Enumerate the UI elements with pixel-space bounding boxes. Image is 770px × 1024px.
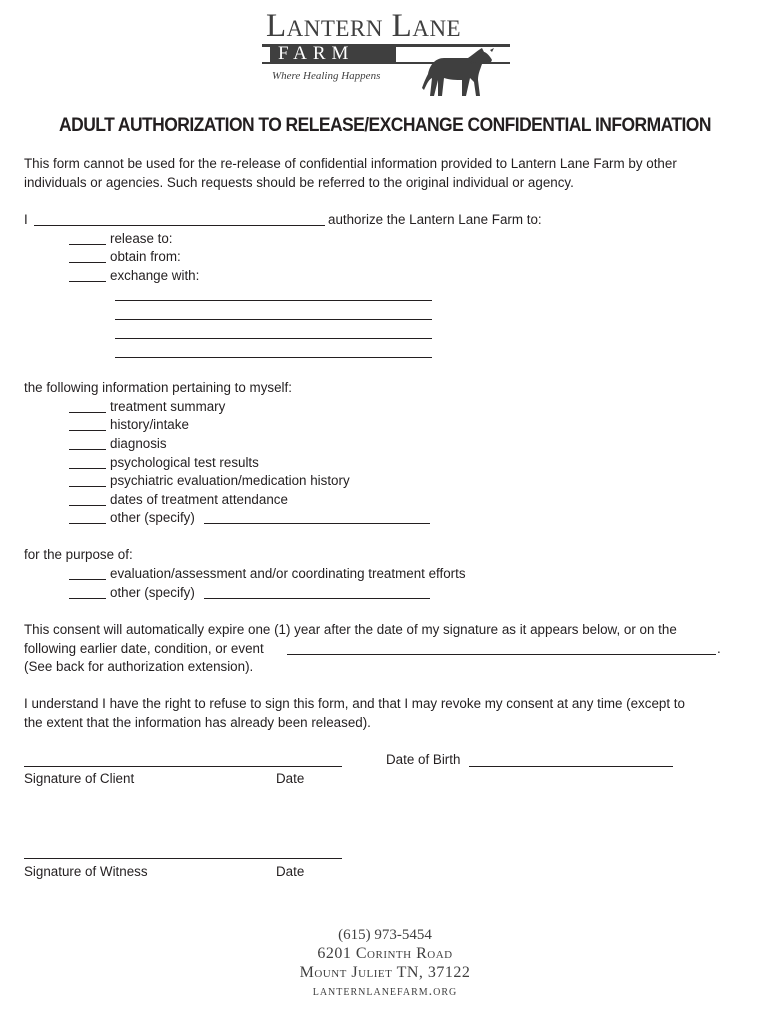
exchange-checkbox-line[interactable]	[69, 281, 106, 282]
horse-icon	[420, 46, 498, 98]
information-label: the following information pertaining to myself:	[24, 380, 292, 395]
form-heading: ADULT AUTHORIZATION TO RELEASE/EXCHANGE CONFIDENTIAL INFORMATION	[59, 115, 711, 136]
footer-phone: (615) 973-5454	[338, 927, 432, 943]
dob-field[interactable]	[469, 766, 673, 767]
client-signature-label: Signature of Client	[24, 771, 135, 786]
info-item: diagnosis	[110, 436, 167, 451]
option-release: release to:	[110, 231, 173, 246]
intro-line-2: individuals or agencies. Such requests should be referred to the original individual or agency.	[24, 175, 574, 190]
purpose-item: evaluation/assessment and/or coordinating treatment efforts	[110, 566, 466, 581]
party-line-3[interactable]	[115, 338, 432, 339]
witness-date-label: Date	[276, 864, 305, 879]
option-obtain: obtain from:	[110, 249, 181, 264]
info-item: history/intake	[110, 417, 189, 432]
party-line-4[interactable]	[115, 357, 432, 358]
release-checkbox-line[interactable]	[69, 244, 106, 245]
witness-signature-label: Signature of Witness	[24, 864, 148, 879]
obtain-checkbox-line[interactable]	[69, 262, 106, 263]
expiry-event-field[interactable]	[287, 654, 716, 655]
info-checkbox-line[interactable]	[69, 523, 106, 524]
name-field[interactable]	[34, 225, 325, 226]
client-date-label: Date	[276, 771, 305, 786]
info-item: psychiatric evaluation/medication history	[110, 473, 350, 488]
witness-signature-line[interactable]	[24, 858, 342, 859]
info-checkbox-line[interactable]	[69, 505, 106, 506]
info-item: dates of treatment attendance	[110, 492, 288, 507]
info-item: psychological test results	[110, 455, 259, 470]
consent-line-3: (See back for authorization extension).	[24, 659, 254, 674]
dob-label: Date of Birth	[386, 752, 461, 767]
purpose-label: for the purpose of:	[24, 547, 133, 562]
intro-line-1: This form cannot be used for the re-release of confidential information provided to Lantern Lane Farm by other	[24, 156, 677, 171]
revoke-line-1: I understand I have the right to refuse to sign this form, and that I may revoke my consent at any time (except to	[24, 696, 685, 711]
footer-street: 6201 Corinth Road	[317, 945, 453, 962]
authorize-prefix: I	[24, 212, 28, 227]
footer-city: Mount Juliet TN, 37122	[299, 964, 471, 981]
purpose-checkbox-line[interactable]	[69, 579, 106, 580]
logo-farm: FARM	[270, 44, 396, 64]
option-exchange: exchange with:	[110, 268, 200, 283]
info-checkbox-line[interactable]	[69, 486, 106, 487]
consent-period: .	[717, 641, 721, 656]
consent-line-2: following earlier date, condition, or event	[24, 641, 264, 656]
info-checkbox-line[interactable]	[69, 412, 106, 413]
info-item: treatment summary	[110, 399, 226, 414]
info-other-specify-line[interactable]	[204, 523, 430, 524]
info-item: other (specify)	[110, 510, 195, 525]
party-line-1[interactable]	[115, 300, 432, 301]
footer-website[interactable]: lanternlanefarm.org	[312, 984, 458, 999]
info-checkbox-line[interactable]	[69, 468, 106, 469]
party-line-2[interactable]	[115, 319, 432, 320]
purpose-item: other (specify)	[110, 585, 195, 600]
info-checkbox-line[interactable]	[69, 430, 106, 431]
revoke-line-2: the extent that the information has already been released).	[24, 715, 371, 730]
consent-line-1: This consent will automatically expire one (1) year after the date of my signature as it appears below, or on the	[24, 622, 677, 637]
purpose-other-specify-line[interactable]	[204, 598, 430, 599]
authorize-suffix: authorize the Lantern Lane Farm to:	[328, 212, 542, 227]
logo-title: Lantern Lane	[266, 8, 462, 44]
purpose-checkbox-line[interactable]	[69, 598, 106, 599]
info-checkbox-line[interactable]	[69, 449, 106, 450]
logo-tagline: Where Healing Happens	[272, 70, 381, 82]
client-signature-line[interactable]	[24, 766, 342, 767]
